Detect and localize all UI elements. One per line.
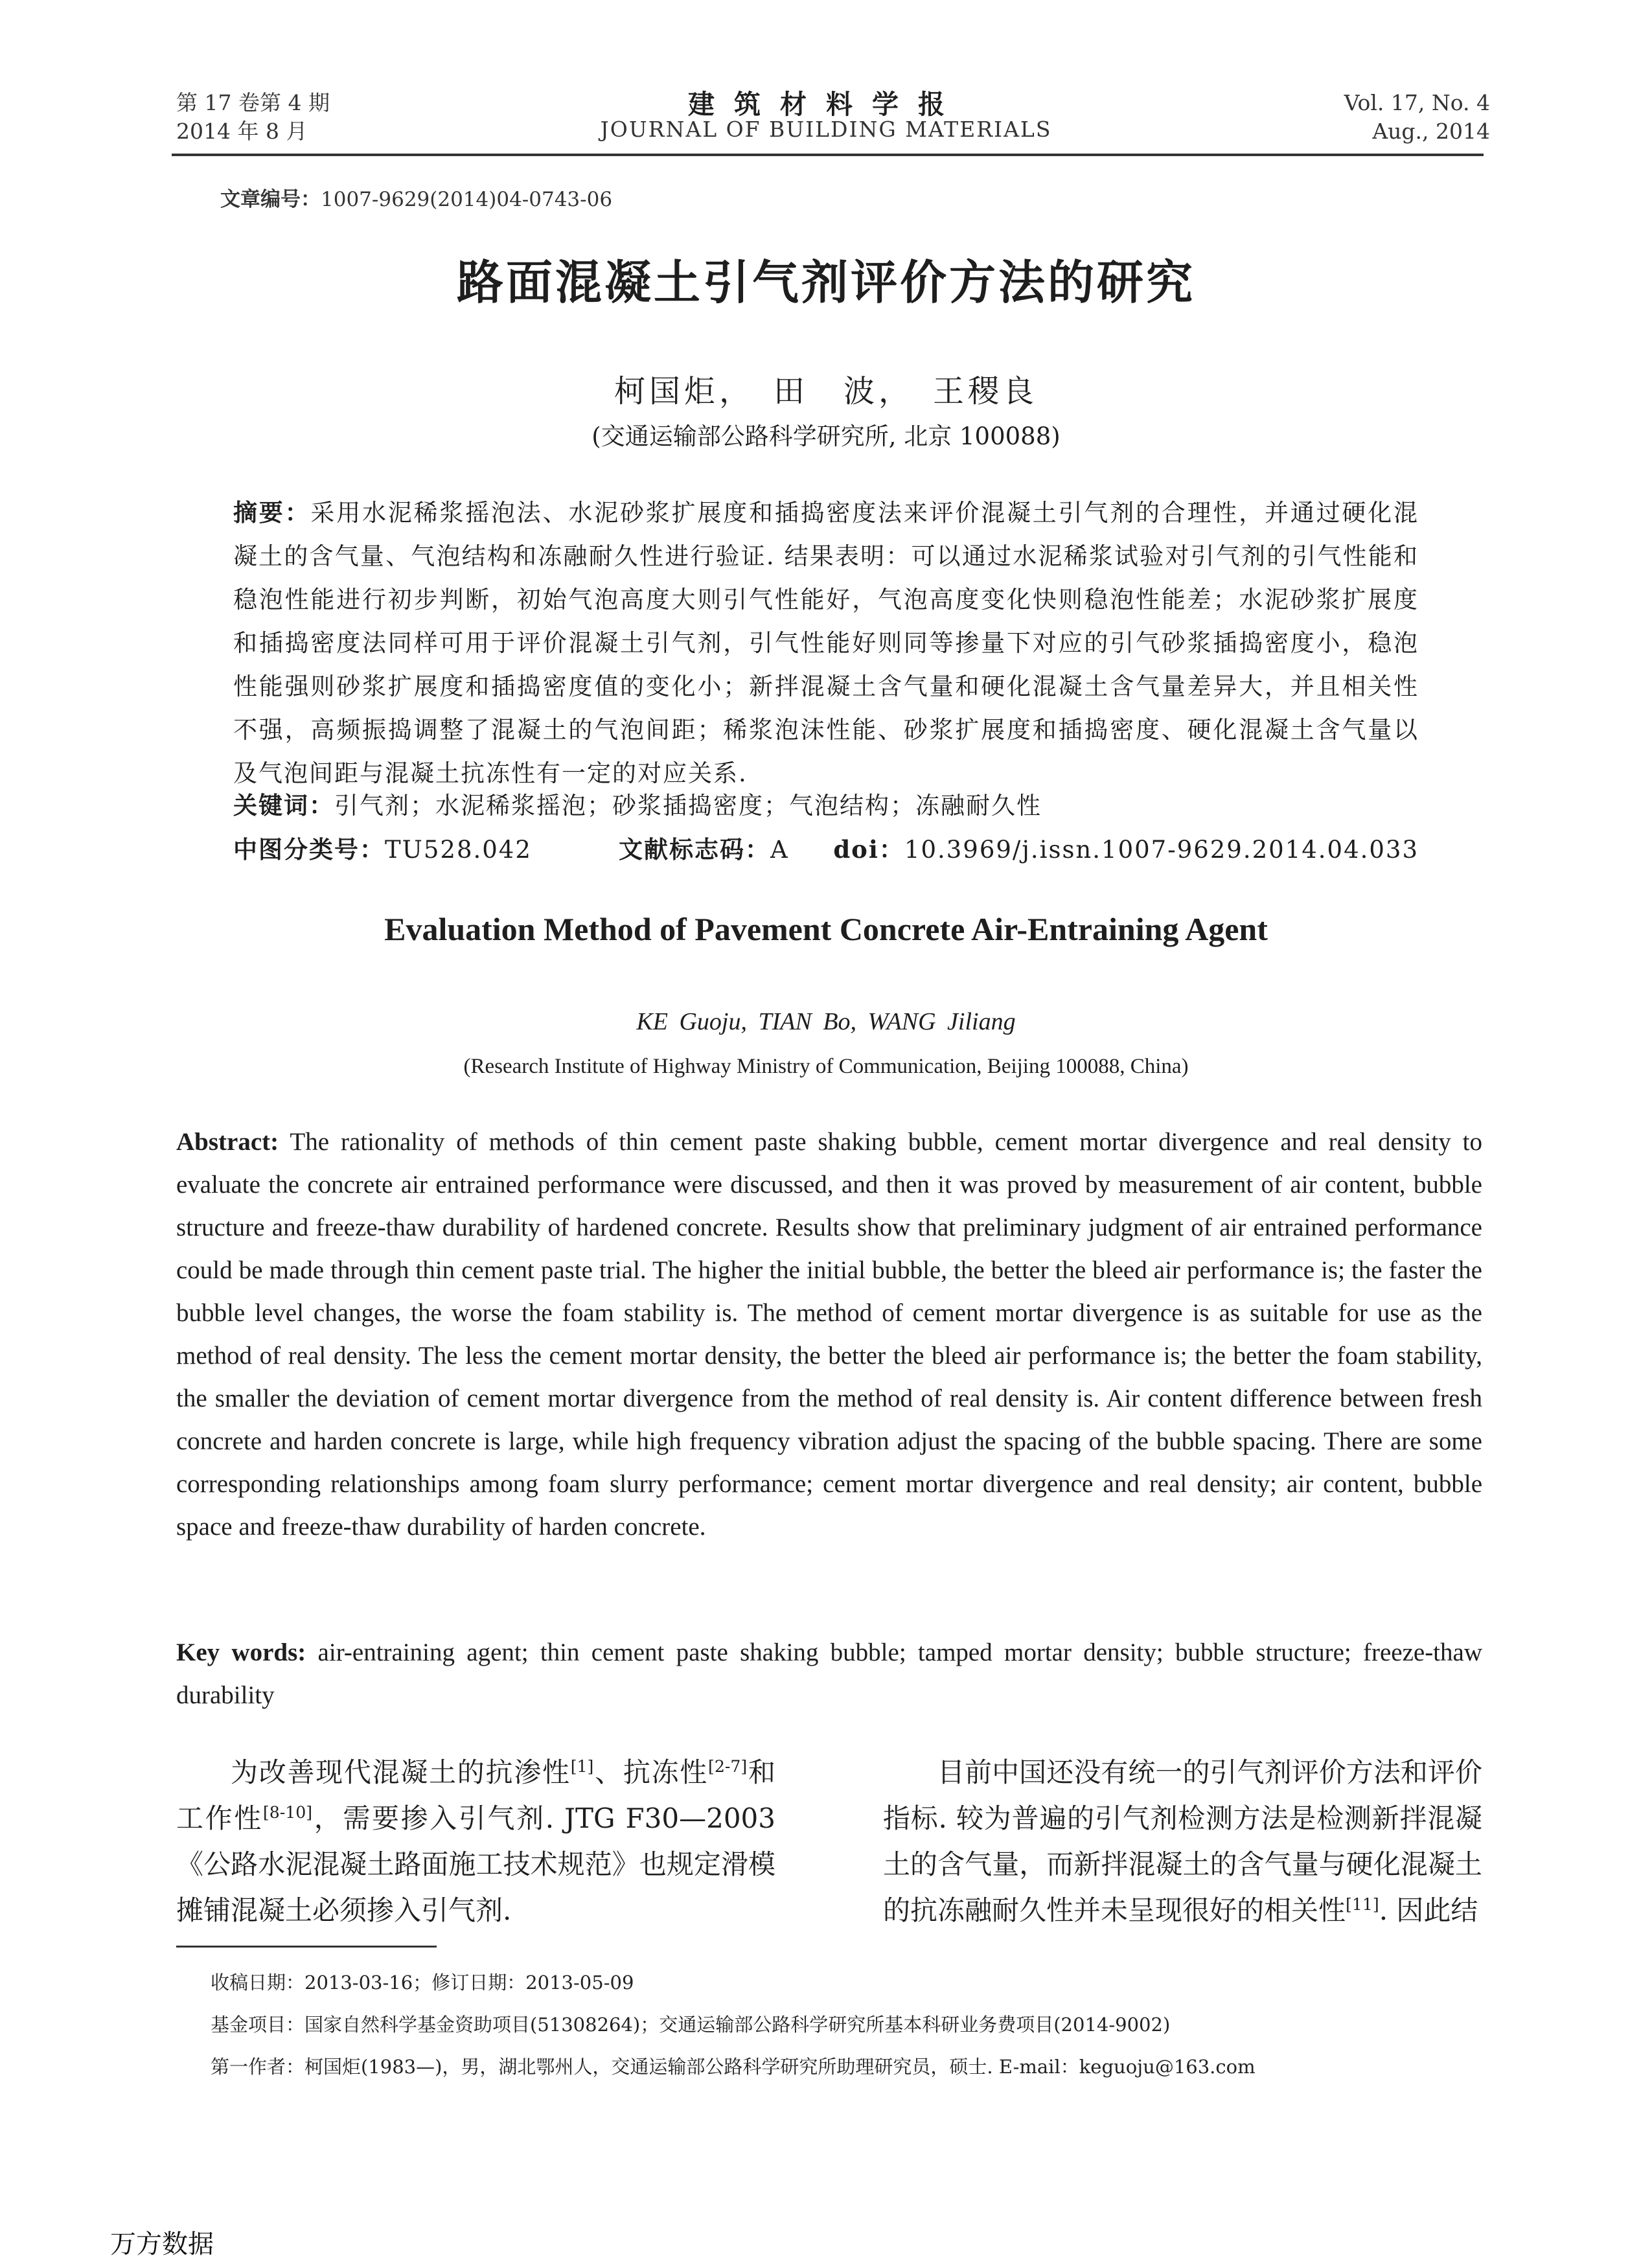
footnote-rule xyxy=(176,1946,437,1948)
keywords-cn: 关键词：引气剂；水泥稀浆摇泡；砂浆插捣密度；气泡结构；冻融耐久性 xyxy=(233,791,1042,820)
citation-8-10[interactable]: [8-10] xyxy=(262,1803,313,1822)
keywords-en: Key words: air-entraining agent; thin cement paste shaking bubble; tamped mortar density; bubble structure; freeze-thaw durability xyxy=(176,1638,1482,1709)
volume-issue-cn: 第 17 卷第 4 期 xyxy=(176,90,330,115)
title-cn: 路面混凝土引气剂评价方法的研究 xyxy=(456,255,1195,310)
footnote-first-author: 第一作者：柯国炬(1983—)，男，湖北鄂州人，交通运输部公路科学研究所助理研究员，硕士. E-mail：keguoju@163.com xyxy=(211,2056,1256,2078)
header-rule xyxy=(172,154,1484,156)
abstract-en: Abstract: The rationality of methods of thin cement paste shaking bubble, cement mortar divergence and real density to evaluate the concrete air entrained performance were discussed, and then it was proved by measurement of air content, bubble structure and freeze-thaw durability of hardened concrete. Results show that preliminary judgment of air entrained performance could be made through thin cement paste trial. The higher the initial bubble, the better the bleed air performance is; the faster the bubble level changes, the worse the foam stability is. The method of cement mortar divergence is as suitable for use as the method of real density. The less the cement mortar density, the better the bleed air performance is; the better the foam stability, the smaller the deviation of cement mortar divergence from the method of real density is. Air content difference between fresh concrete and harden concrete is large, while high frequency vibration adjust the spacing of the bubble spacing. There are some corresponding relationships among foam slurry performance; cement mortar divergence and real density; air content, bubble space and freeze-thaw durability of harden concrete. xyxy=(176,1128,1483,1541)
footnote-funding: 基金项目：国家自然科学基金资助项目(51308264)；交通运输部公路科学研究所基本科研业务费项目(2014-9002) xyxy=(211,2014,1171,2036)
footnote-received-date: 收稿日期：2013-03-16；修订日期：2013-05-09 xyxy=(211,1972,634,1994)
body-column-right: 目前中国还没有统一的引气剂评价方法和评价指标. 较为普遍的引气剂检测方法是检测新拌混凝土的含气量，而新拌混凝土的含气量与硬化混凝土的抗冻融耐久性并未呈现很好的相关性[11]. 因此结 xyxy=(883,1756,1482,1926)
authors-cn: 柯国炬， 田 波， 王稷良 xyxy=(614,373,1038,409)
journal-title-en: JOURNAL OF BUILDING MATERIALS xyxy=(600,117,1052,142)
citation-11[interactable]: [11] xyxy=(1346,1895,1379,1914)
doi[interactable]: doi：10.3969/j.issn.1007-9629.2014.04.033 xyxy=(833,835,1419,864)
date-cn: 2014 年 8 月 xyxy=(176,119,308,144)
journal-title-cn: 建筑材料学报 xyxy=(688,89,964,120)
abstract-cn: 摘要：采用水泥稀浆摇泡法、水泥砂浆扩展度和插捣密度法来评价混凝土引气剂的合理性，并通过硬化混凝土的含气量、气泡结构和冻融耐久性进行验证. 结果表明：可以通过水泥稀浆试验对引气剂的引气性能和稳泡性能进行初步判断，初始气泡高度大则引气性能好，气泡高度变化快则稳泡性能差；水泥砂浆扩展度和插捣密度法同样可用于评价混凝土引气剂，引气性能好则同等掺量下对应的引气砂浆插捣密度小，稳泡性能强则砂浆扩展度和插捣密度值的变化小；新拌混凝土含气量和硬化混凝土含气量差异大，并且相关性不强，高频振捣调整了混凝土的气泡间距；稀浆泡沫性能、砂浆扩展度和插捣密度、硬化混凝土含气量以及气泡间距与混凝土抗冻性有一定的对应关系. xyxy=(233,498,1419,787)
authors-en: KE Guoju, TIAN Bo, WANG Jiliang xyxy=(636,1008,1016,1035)
classification-line xyxy=(233,828,1419,871)
document-code: 文献标志码：A xyxy=(619,835,789,864)
affiliation-cn: (交通运输部公路科学研究所, 北京 100088) xyxy=(591,422,1061,450)
body-column-left: 为改善现代混凝土的抗渗性[1]、抗冻性[2-7]和工作性[8-10]，需要掺入引气剂. JTG F30—2003《公路水泥混凝土路面施工技术规范》也规定滑模摊铺混凝土必须掺入引气剂. xyxy=(176,1756,775,1926)
database-watermark: 万方数据 xyxy=(110,2229,214,2259)
article-number: 文章编号：1007-9629(2014)04-0743-06 xyxy=(220,188,613,211)
title-en: Evaluation Method of Pavement Concrete Air-Entraining Agent xyxy=(384,911,1268,947)
citation-1[interactable]: [1] xyxy=(570,1757,594,1776)
citation-2-7[interactable]: [2-7] xyxy=(708,1757,748,1776)
clc-number: 中图分类号：TU528.042 xyxy=(233,835,532,864)
date-en: Aug., 2014 xyxy=(1372,119,1490,144)
volume-issue-en: Vol. 17, No. 4 xyxy=(1344,90,1490,115)
affiliation-en: (Research Institute of Highway Ministry of Communication, Beijing 100088, China) xyxy=(463,1055,1189,1078)
